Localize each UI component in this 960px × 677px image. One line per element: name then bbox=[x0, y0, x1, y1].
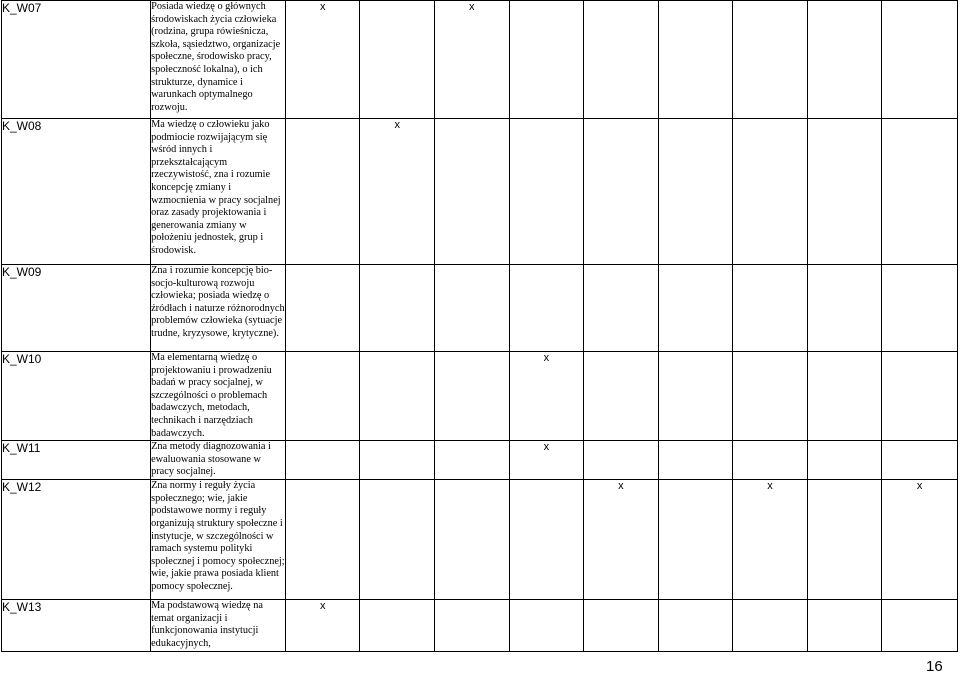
mark-cell bbox=[584, 441, 659, 480]
outcome-code: K_W13 bbox=[2, 600, 151, 652]
outcome-code: K_W09 bbox=[2, 265, 151, 352]
mark-cell bbox=[733, 265, 808, 352]
mark-cell bbox=[360, 441, 435, 480]
mark-cell: x bbox=[733, 480, 808, 600]
mark-cell bbox=[435, 441, 510, 480]
mark-cell bbox=[584, 600, 659, 652]
mark-cell bbox=[435, 265, 510, 352]
mark-cell bbox=[658, 441, 733, 480]
mark-cell bbox=[807, 265, 882, 352]
mark-cell bbox=[285, 480, 360, 600]
mark-cell bbox=[509, 119, 584, 265]
table-row bbox=[2, 352, 958, 441]
mark-cell bbox=[435, 480, 510, 600]
mark-cell bbox=[733, 119, 808, 265]
mark-cell bbox=[882, 441, 958, 480]
mark-cell bbox=[509, 265, 584, 352]
table-row bbox=[2, 480, 958, 600]
outcome-description: Ma elementarną wiedzę o projektowaniu i prowadzeniu badań w pracy socjalnej, w szczególności o problemach badawczych, metodach, technikach i narzędziach badawczych. bbox=[151, 352, 286, 441]
mark-cell bbox=[435, 352, 510, 441]
mark-cell bbox=[882, 119, 958, 265]
mark-cell: x bbox=[360, 119, 435, 265]
mark-cell bbox=[658, 119, 733, 265]
mark-cell bbox=[882, 1, 958, 119]
mark-cell bbox=[509, 600, 584, 652]
mark-cell bbox=[658, 1, 733, 119]
table-row bbox=[2, 441, 958, 480]
table-row bbox=[2, 600, 958, 652]
mark-cell bbox=[285, 119, 360, 265]
outcome-description: Zna i rozumie koncepcję bio-socjo-kulturową rozwoju człowieka; posiada wiedzę o źródłach i naturze różnorodnych problemów człowieka (sytuacje trudne, kryzysowe, krytyczne). bbox=[151, 265, 286, 352]
mark-cell bbox=[584, 265, 659, 352]
table-row bbox=[2, 265, 958, 352]
mark-cell bbox=[360, 265, 435, 352]
mark-cell: x bbox=[509, 441, 584, 480]
mark-cell bbox=[807, 1, 882, 119]
mark-cell bbox=[509, 480, 584, 600]
outcome-description: Ma podstawową wiedzę na temat organizacji i funkcjonowania instytucji edukacyjnych, bbox=[151, 600, 286, 652]
mark-cell bbox=[509, 1, 584, 119]
mark-cell bbox=[360, 600, 435, 652]
mark-cell bbox=[882, 600, 958, 652]
mark-cell bbox=[807, 480, 882, 600]
outcome-description: Ma wiedzę o człowieku jako podmiocie rozwijającym się wśród innych i przekształcającym rzeczywistość, zna i rozumie koncepcję zmiany i wzmocnienia w pracy socjalnej oraz zasady projektowania i generowania zmiany w położeniu jednostek, grup i środowisk. bbox=[151, 119, 286, 265]
outcome-code: K_W11 bbox=[2, 441, 151, 480]
outcome-description: Zna normy i reguły życia społecznego; wie, jakie podstawowe normy i reguły organizują struktury społeczne i instytucje, w szczególności w ramach systemu polityki społecznej i pomocy społecznej; wie, jakie prawa posiada klient pomocy społecznej. bbox=[151, 480, 286, 600]
mark-cell: x bbox=[882, 480, 958, 600]
mark-cell bbox=[360, 1, 435, 119]
outcome-code: K_W08 bbox=[2, 119, 151, 265]
outcome-code: K_W10 bbox=[2, 352, 151, 441]
mark-cell bbox=[807, 441, 882, 480]
mark-cell bbox=[807, 119, 882, 265]
outcome-description: Zna metody diagnozowania i ewaluowania stosowane w pracy socjalnej. bbox=[151, 441, 286, 480]
mark-cell bbox=[285, 441, 360, 480]
mark-cell bbox=[882, 265, 958, 352]
mark-cell bbox=[733, 600, 808, 652]
mark-cell bbox=[658, 600, 733, 652]
outcome-description: Posiada wiedzę o głównych środowiskach życia człowieka (rodzina, grupa rówieśnicza, szkoła, sąsiedztwo, organizacje społeczne, środowisko pracy, społeczność lokalna), o ich strukturze, dynamice i warunkach optymalnego rozwoju. bbox=[151, 1, 286, 119]
mark-cell bbox=[733, 441, 808, 480]
table-row bbox=[2, 119, 958, 265]
mark-cell bbox=[882, 352, 958, 441]
mark-cell bbox=[360, 480, 435, 600]
mark-cell bbox=[584, 352, 659, 441]
mark-cell bbox=[584, 1, 659, 119]
mark-cell: x bbox=[435, 1, 510, 119]
mark-cell bbox=[733, 1, 808, 119]
mark-cell bbox=[285, 265, 360, 352]
mark-cell: x bbox=[584, 480, 659, 600]
mark-cell bbox=[658, 480, 733, 600]
mark-cell bbox=[658, 265, 733, 352]
mark-cell bbox=[584, 119, 659, 265]
mark-cell bbox=[807, 600, 882, 652]
mark-cell: x bbox=[509, 352, 584, 441]
mark-cell bbox=[285, 352, 360, 441]
mark-cell: x bbox=[285, 600, 360, 652]
mark-cell: x bbox=[285, 1, 360, 119]
table-row bbox=[2, 1, 958, 119]
learning-outcomes-table bbox=[1, 0, 958, 652]
mark-cell bbox=[658, 352, 733, 441]
mark-cell bbox=[733, 352, 808, 441]
mark-cell bbox=[435, 119, 510, 265]
outcome-code: K_W07 bbox=[2, 1, 151, 119]
outcome-code: K_W12 bbox=[2, 480, 151, 600]
mark-cell bbox=[435, 600, 510, 652]
mark-cell bbox=[360, 352, 435, 441]
page-number: 16 bbox=[926, 658, 943, 675]
mark-cell bbox=[807, 352, 882, 441]
